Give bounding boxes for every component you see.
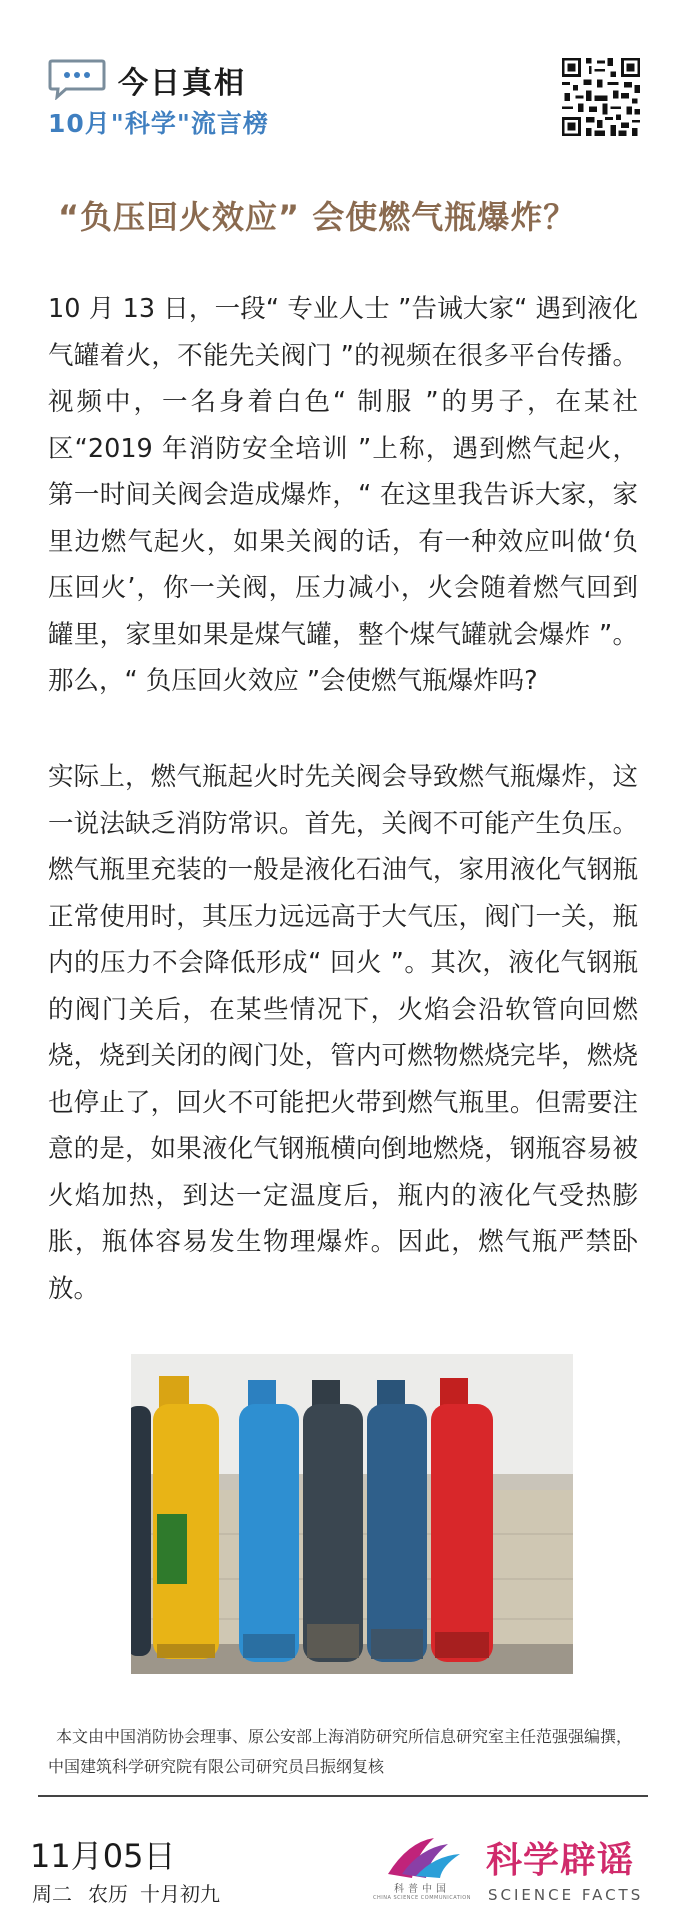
article-credit: 本文由中国消防协会理事、原公安部上海消防研究所信息研究室主任范强强编撰，中国建筑科学研究院有限公司研究员吕振纲复核 xyxy=(48,1727,633,1776)
brand-subtitle: 10月"科学"流言榜 xyxy=(48,109,269,138)
footer-divider xyxy=(38,1795,648,1797)
cylinder-dark-left xyxy=(131,1406,151,1656)
qr-code-icon[interactable] xyxy=(562,58,640,136)
page-header xyxy=(48,56,648,146)
brand-title: 今日真相 xyxy=(118,66,246,101)
cspc-logo-cn: 科普中国 xyxy=(394,1884,450,1895)
footer-lunar-label: 农历 xyxy=(88,1882,128,1906)
cspc-logo-en: CHINA SCIENCE COMMUNICATION xyxy=(373,1895,471,1901)
gas-cylinders-photo xyxy=(131,1354,573,1674)
article-headline: “负压回火效应” 会使燃气瓶爆炸？ xyxy=(58,198,577,236)
article-paragraph-2: 实际上，燃气瓶起火时先关阀会导致燃气瓶爆炸，这一说法缺乏消防常识。首先，关阀不可能产生负压。燃气瓶里充装的一般是液化石油气，家用液化气钢瓶正常使用时，其压力远远高于大气压，阀门一关，瓶内的压力不会降低形成“ 回火 ”。其次，液化气钢瓶的阀门关后，在某些情况下，火焰会沿软管向回燃烧，烧到关闭的阀门处，管内可燃物燃烧完毕，燃烧也停止了，回火不可能把火带到燃气瓶里。但需要注意的是，如果液化气钢瓶横向倒地燃烧，钢瓶容易被火焰加热，到达一定温度后，瓶内的液化气受热膨胀，瓶体容易发生物理爆炸。因此，燃气瓶严禁卧放。 xyxy=(48,762,638,1304)
science-facts-logo: 科学辟谣 xyxy=(486,1840,635,1881)
article-paragraph-1: 10 月 13 日，一段“ 专业人士 ”告诫大家“ 遇到液化气罐着火，不能先关阀门 ”的视频在很多平台传播。视频中，一名身着白色“ 制服 ”的男子，在某社区“2019 年消防安全培训 ”上称，遇到燃气起火，第一时间关阀会造成爆炸，“ 在这里我告诉大家，家里边燃气起火，如果关阀的话，有一种效应叫做‘负压回火’，你一关阀，压力减小，火会随着燃气回到罐里，家里如果是煤气罐，整个煤气罐就会爆炸 ”。那么，“ 负压回火效应 ”会使燃气瓶爆炸吗? xyxy=(48,294,638,696)
footer-weekday: 周二 xyxy=(32,1882,72,1906)
chat-bubble-icon xyxy=(48,58,106,100)
footer-lunar-day: 十月初九 xyxy=(140,1882,220,1906)
footer-date: 11月05日 xyxy=(30,1837,176,1875)
science-facts-en: SCIENCE FACTS xyxy=(488,1886,644,1904)
